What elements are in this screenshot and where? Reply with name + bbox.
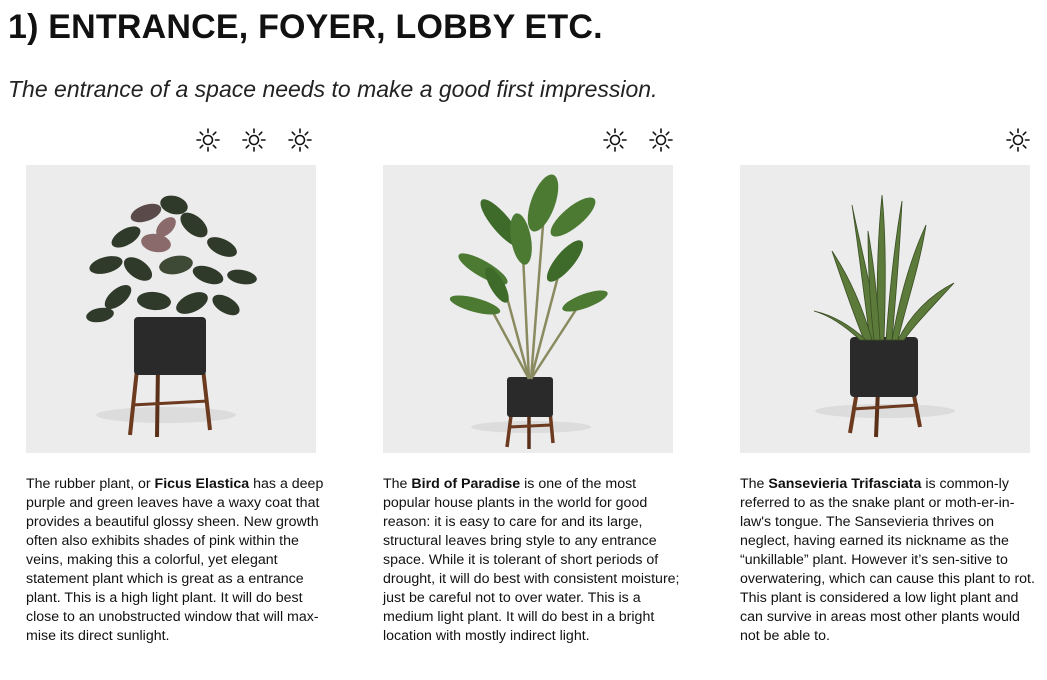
- sun-icon: [601, 126, 629, 154]
- sun-icon: [194, 126, 222, 154]
- bird-of-paradise-illustration: [383, 165, 673, 453]
- sun-icon: [286, 126, 314, 154]
- plant-description: The Bird of Paradise is one of the most popular house plants in the world for good reason: it is easy to care for and its large, structural leaves bring style to any entrance space. While it is tolerant of short periods of drought, it will do best with consistent moisture; just be careful not to over water. This is a medium light plant. It will do best in a bright location with mostly indirect light.: [383, 476, 680, 644]
- plant-description: The rubber plant, or Ficus Elastica has a deep purple and green leaves have a waxy coat that provides a beautiful glossy sheen. New growth often also exhibits shades of pink within the veins, making this a colorful, yet elegant statement plant which is great as a entrance plant. This is a high light plant. It will do best close to an unobstructed window that will max-mise its direct sunlight.: [26, 476, 324, 644]
- plant-card-sansevieria: [740, 126, 1035, 644]
- plant-card-bird-of-paradise: [383, 126, 680, 644]
- light-level-indicator: [740, 126, 1032, 154]
- plant-photo-sansevieria: [740, 165, 1030, 453]
- sun-icon: [1004, 126, 1032, 154]
- plant-name: Ficus Elastica: [154, 476, 250, 492]
- plant-card-ficus: [26, 126, 324, 644]
- plant-photo-bird-of-paradise: [383, 165, 673, 453]
- ficus-illustration: [26, 165, 316, 453]
- page-title: 1) ENTRANCE, FOYER, LOBBY ETC.: [8, 8, 603, 46]
- plant-description: The Sansevieria Trifasciata is common-ly referred to as the snake plant or moth-er-in-law's tongue. The Sansevieria thrives on neglect, having earned its nickname as the “unkillable” plant. However it’s sen-sitive to overwatering, which can cause this plant to rot. This plant is considered a low light plant and can survive in areas most other plants would not be able to.: [740, 476, 1035, 644]
- sun-icon: [240, 126, 268, 154]
- sansevieria-illustration: [740, 165, 1030, 453]
- plant-name: Bird of Paradise: [411, 476, 521, 492]
- plant-photo-ficus: [26, 165, 316, 453]
- plant-name: Sansevieria Trifasciata: [768, 476, 922, 492]
- sun-icon: [647, 126, 675, 154]
- light-level-indicator: [26, 126, 318, 154]
- light-level-indicator: [383, 126, 675, 154]
- page-subtitle: The entrance of a space needs to make a good first impression.: [8, 76, 658, 102]
